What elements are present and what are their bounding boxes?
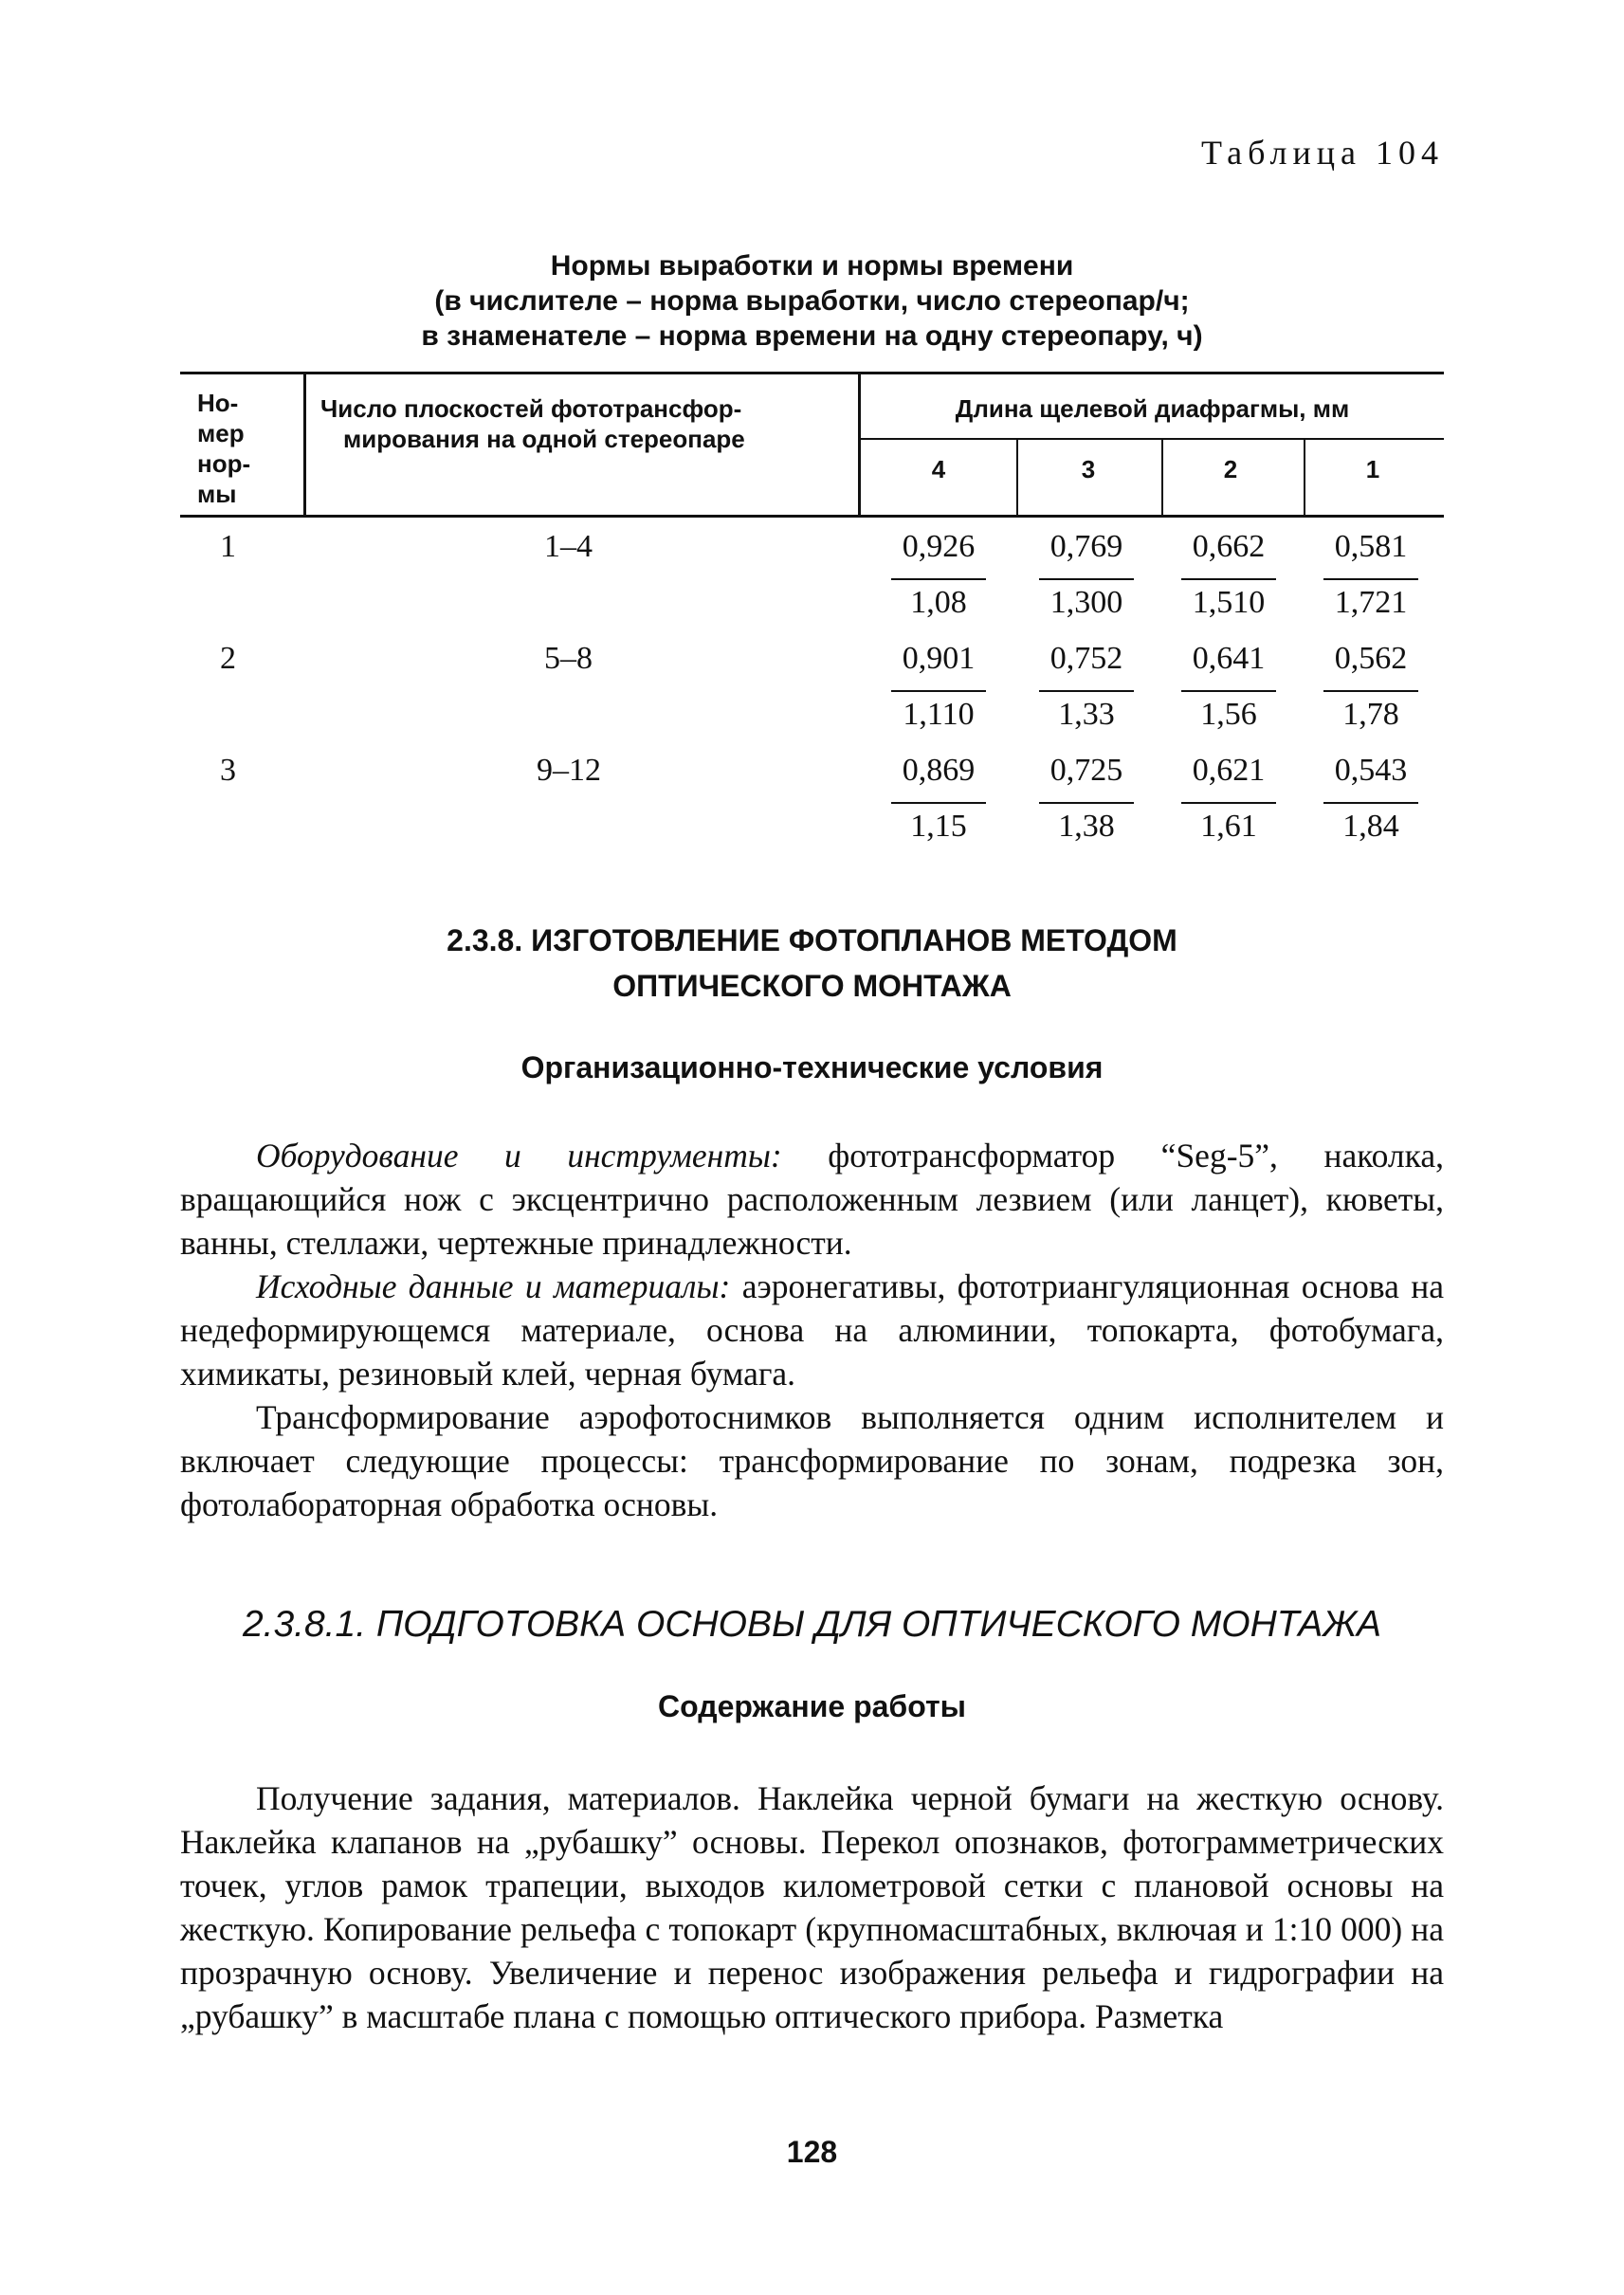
paragraph-equipment-label: Оборудование и инструменты:: [256, 1137, 782, 1175]
col-header-number-3: нор-: [197, 449, 251, 478]
row-3-den-2: 1,61: [1200, 809, 1257, 844]
paragraph-source-data-label: Исходные данные и материалы:: [256, 1267, 731, 1305]
row-2-fraction-line-3: [1039, 690, 1134, 692]
subsection-title: 2.3.8.1. ПОДГОТОВКА ОСНОВЫ ДЛЯ ОПТИЧЕСКОГО МОНТАЖА: [242, 1604, 1382, 1645]
row-1-num-3: 0,769: [1049, 529, 1123, 564]
col-header-number-4: мы: [197, 480, 237, 508]
table-label: Таблица 104: [1201, 134, 1444, 172]
row-2-den-2: 1,56: [1200, 697, 1257, 732]
row-2-fraction-line-4: [891, 690, 986, 692]
sub-header-3: 3: [1081, 455, 1096, 483]
paragraph-work-content-text: Получение задания, материалов. Наклейка черной бумаги на жесткую основу. Наклейка клапанов на „рубашку” основы. Перекол опознаков, фотограмметрических точек, углов рамок трапеции, выходов километровой сетки с плановой основы на жесткую. Копирование рельефа с топокарт (крупномасштабных, включая и 1:10 000) на прозрачную основу. Увеличение и перенос изображения рельефа и гидрографии на „рубашку” в масштабе плана с помощью оптического прибора. Разметка: [180, 1779, 1444, 2035]
row-1-number: 1: [220, 529, 236, 564]
table-caption-line-3: в знаменателе – норма времени на одну стереопару, ч): [421, 320, 1203, 352]
row-3-den-3: 1,38: [1058, 809, 1115, 844]
row-3-planes: 9–12: [537, 753, 601, 788]
row-2-num-3: 0,752: [1049, 641, 1123, 676]
paragraph-transform-text: Трансформирование аэрофотоснимков выполняется одним исполнителем и включает следующие процессы: трансформирование по зонам, подрезка зон, фотолабораторная обработка основы.: [180, 1398, 1444, 1523]
paragraph-transform: [180, 1395, 1444, 1526]
subsection-subtitle: Содержание работы: [658, 1689, 966, 1723]
row-1-num-2: 0,662: [1192, 529, 1266, 564]
section-title-line-1: 2.3.8. ИЗГОТОВЛЕНИЕ ФОТОПЛАНОВ МЕТОДОМ: [447, 923, 1177, 957]
sub-header-2: 2: [1223, 455, 1238, 483]
row-2-num-1: 0,562: [1334, 641, 1408, 676]
row-1-fraction-line-3: [1039, 578, 1134, 580]
row-3-fraction-line-2: [1181, 802, 1276, 804]
row-2-den-1: 1,78: [1342, 697, 1399, 732]
row-3-num-4: 0,869: [902, 753, 976, 788]
table-divider-5: [1304, 438, 1305, 516]
col-header-planes-1: Число плоскостей фототрансфор-: [320, 394, 742, 423]
col-header-number-2: мер: [197, 419, 245, 447]
row-2-num-2: 0,641: [1192, 641, 1266, 676]
sub-header-4: 4: [931, 455, 946, 483]
table-group-rule: [861, 438, 1444, 440]
paragraph-source-data-text: аэронегативы, фототриангуляционная основа на недеформирующемся материале, основа на алюминии, топокарта, фотобумага, химикаты, резиновый клей, черная бумага.: [180, 1267, 1444, 1393]
row-1-den-3: 1,300: [1049, 585, 1123, 620]
table-divider-3: [1016, 438, 1018, 516]
row-3-number: 3: [220, 753, 236, 788]
row-2-number: 2: [220, 641, 236, 676]
row-2-fraction-line-2: [1181, 690, 1276, 692]
row-1-fraction-line-2: [1181, 578, 1276, 580]
row-1-fraction-line-4: [891, 578, 986, 580]
table-caption-line-2: (в числителе – норма выработки, число стереопар/ч;: [434, 285, 1190, 317]
row-1-den-1: 1,721: [1334, 585, 1408, 620]
row-2-den-4: 1,110: [903, 697, 975, 732]
col-header-planes-2: мирования на одной стереопаре: [343, 425, 745, 453]
table-divider-1: [303, 372, 306, 516]
table-top-rule: [180, 372, 1444, 374]
row-3-den-1: 1,84: [1342, 809, 1399, 844]
row-3-num-2: 0,621: [1192, 753, 1266, 788]
row-3-num-1: 0,543: [1334, 753, 1408, 788]
row-3-fraction-line-4: [891, 802, 986, 804]
row-2-den-3: 1,33: [1058, 697, 1115, 732]
paragraph-equipment: [180, 1134, 1444, 1265]
paragraph-equipment-text: фототрансформатор “Seg-5”, наколка, вращающийся нож с эксцентрично расположенным лезвием (или ланцет), кюветы, ванны, стеллажи, чертежные принадлежности.: [180, 1137, 1444, 1262]
row-1-den-4: 1,08: [910, 585, 967, 620]
table-divider-4: [1161, 438, 1163, 516]
section-title-line-2: ОПТИЧЕСКОГО МОНТАЖА: [612, 969, 1012, 1003]
row-1-fraction-line-1: [1323, 578, 1418, 580]
paragraph-work-content: [180, 1776, 1444, 2038]
paragraph-source-data: [180, 1265, 1444, 1395]
section-subtitle: Организационно-технические условия: [520, 1050, 1104, 1084]
table-divider-2: [858, 372, 861, 516]
row-1-den-2: 1,510: [1192, 585, 1266, 620]
row-3-fraction-line-1: [1323, 802, 1418, 804]
col-header-number-1: Но-: [197, 389, 239, 417]
row-2-fraction-line-1: [1323, 690, 1418, 692]
row-3-fraction-line-3: [1039, 802, 1134, 804]
row-3-den-4: 1,15: [910, 809, 967, 844]
page-number: 128: [786, 2135, 838, 2169]
table-caption-title: Нормы выработки и нормы времени: [550, 250, 1074, 282]
row-1-planes: 1–4: [544, 529, 593, 564]
row-3-num-3: 0,725: [1049, 753, 1123, 788]
table-header-bottom-rule: [180, 515, 1444, 518]
row-1-num-1: 0,581: [1334, 529, 1408, 564]
row-1-num-4: 0,926: [902, 529, 976, 564]
col-header-slit-length: Длина щелевой диафрагмы, мм: [955, 394, 1350, 423]
sub-header-1: 1: [1365, 455, 1380, 483]
row-2-num-4: 0,901: [902, 641, 976, 676]
row-2-planes: 5–8: [544, 641, 593, 676]
